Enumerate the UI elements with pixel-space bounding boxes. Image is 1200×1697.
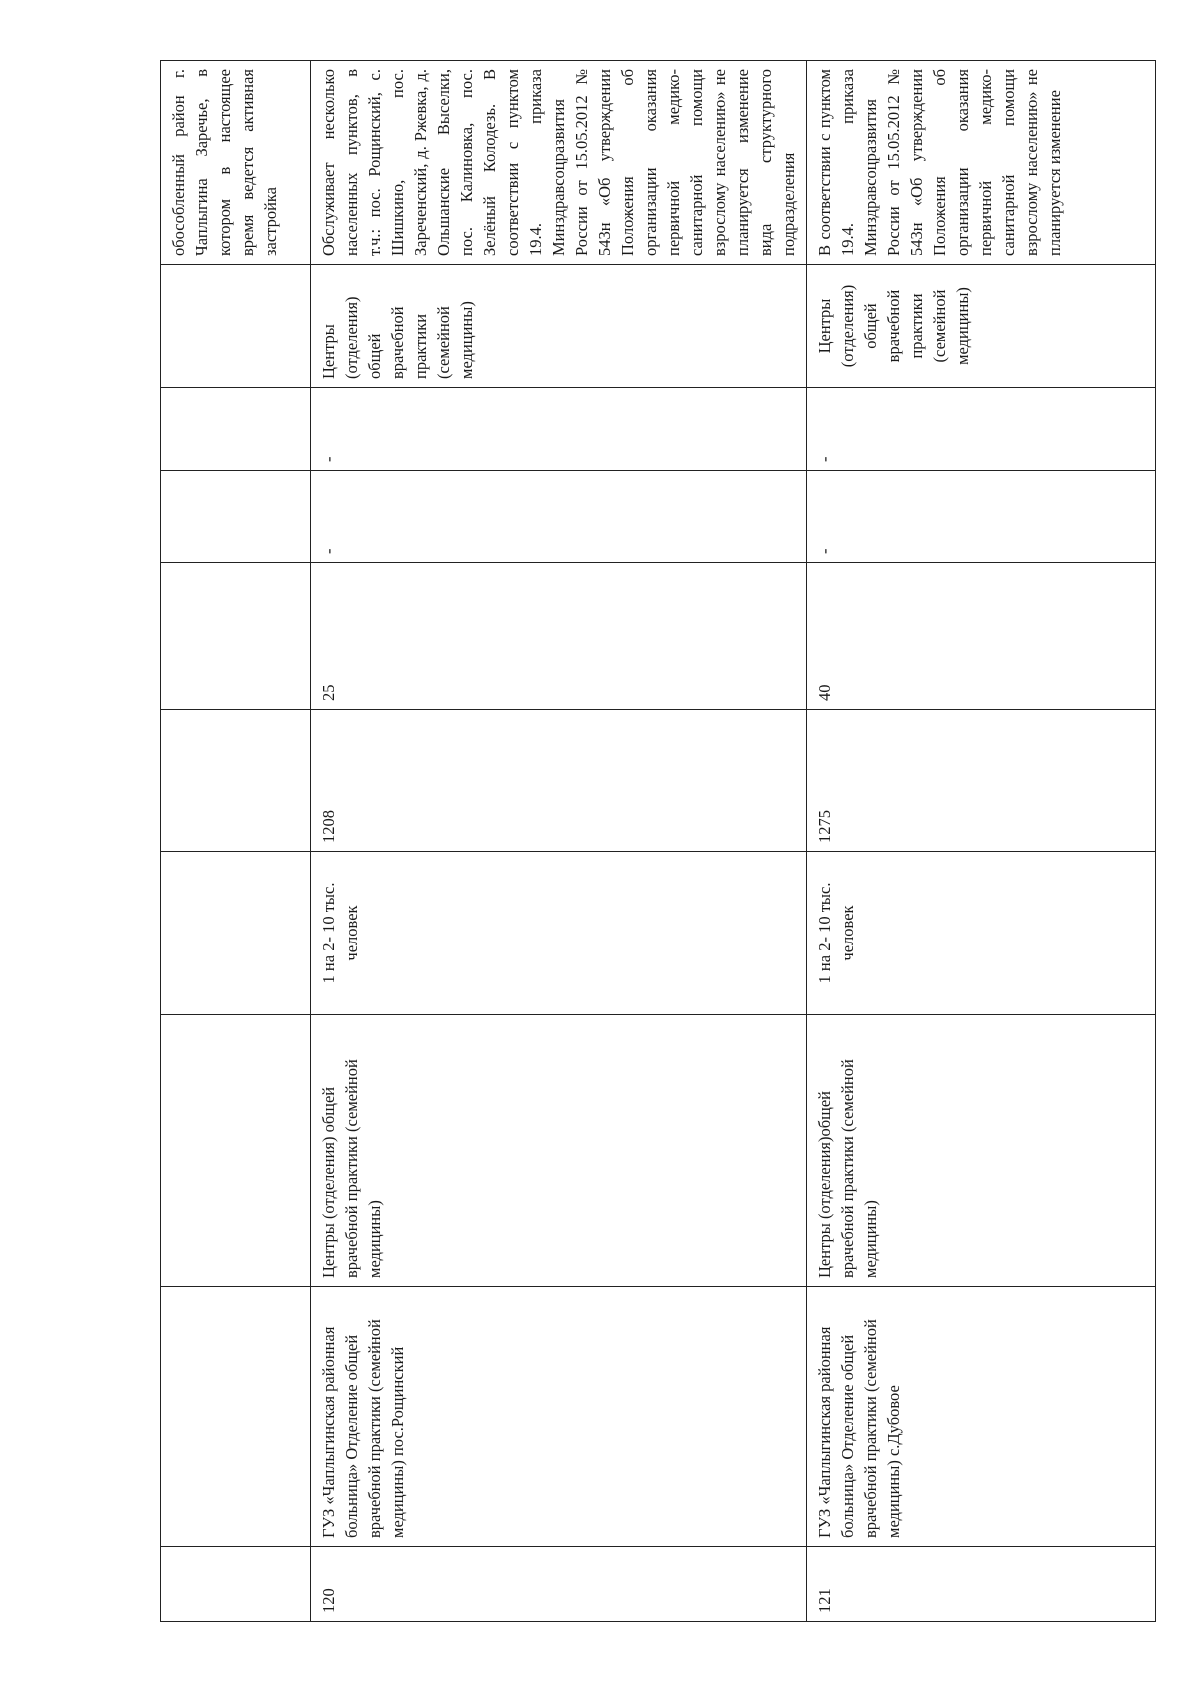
cell-recommended: Центры (отделения) общей врачебной практики (семейной медицины) [807,265,1156,388]
table-row-121 [807,61,1156,1622]
cell-recommended [161,265,311,388]
cell-institution [161,1287,311,1547]
cell-recommended: Центры (отделения) общей врачебной практики (семейной медицины) [311,265,807,388]
cell-distance [161,563,311,710]
rotated-document-page [160,61,1127,1622]
table-row-continuation [161,61,311,1622]
cell-type: Центры (отделения) общей врачебной практики (семейной медицины) [311,1015,807,1287]
cell-col8: - [311,388,807,471]
table-row-120 [311,61,807,1622]
cell-type [161,1015,311,1287]
cell-type: Центры (отделения)общей врачебной практики (семейной медицины) [807,1015,1156,1287]
cell-col7: - [807,471,1156,563]
cell-norm: 1 на 2- 10 тыс. человек [311,852,807,1015]
cell-norm [161,852,311,1015]
cell-num: 121 [807,1547,1156,1622]
cell-population: 1208 [311,710,807,852]
cell-notes: В соответствии с пунктом 19.4. приказа Минздравсоцразвития России от 15.05.2012 № 543н «Об утверждении Положения об организации оказания первичной медико-санитарной помощи взрослому населению» не планируется изменение [807,61,1156,265]
cell-col8 [161,388,311,471]
cell-col8: - [807,388,1156,471]
cell-col7 [161,471,311,563]
cell-norm: 1 на 2- 10 тыс. человек [807,852,1156,1015]
cell-distance: 25 [311,563,807,710]
cell-population: 1275 [807,710,1156,852]
cell-population [161,710,311,852]
cell-num [161,1547,311,1622]
cell-num: 120 [311,1547,807,1622]
cell-notes: обособленный район г. Чаплыгина Заречье, в котором в настоящее время ведется активная застройка [161,61,311,265]
facilities-table [160,60,1156,1622]
cell-institution: ГУЗ «Чаплыгинская районная больница» Отделение общей врачебной практики (семейной медицины) с.Дубовое [807,1287,1156,1547]
cell-col7: - [311,471,807,563]
cell-notes: Обслуживает несколько населенных пунктов, в т.ч.: пос. Рощинский, с. Шишкино, пос. Зареченский, д. Ржевка, д. Ольшанские Выселки, пос. Калиновка, пос. Зелёный Колодезь. В соответствии с пунктом 19.4. приказа Минздравсоцразвития России от 15.05.2012 № 543н «Об утверждении Положения об организации оказания первичной медико-санитарной помощи взрослому населению» не планируется изменение вида структурного подразделения [311,61,807,265]
cell-distance: 40 [807,563,1156,710]
cell-institution: ГУЗ «Чаплыгинская районная больница» Отделение общей врачебной практики (семейной медицины) пос.Рощинский [311,1287,807,1547]
